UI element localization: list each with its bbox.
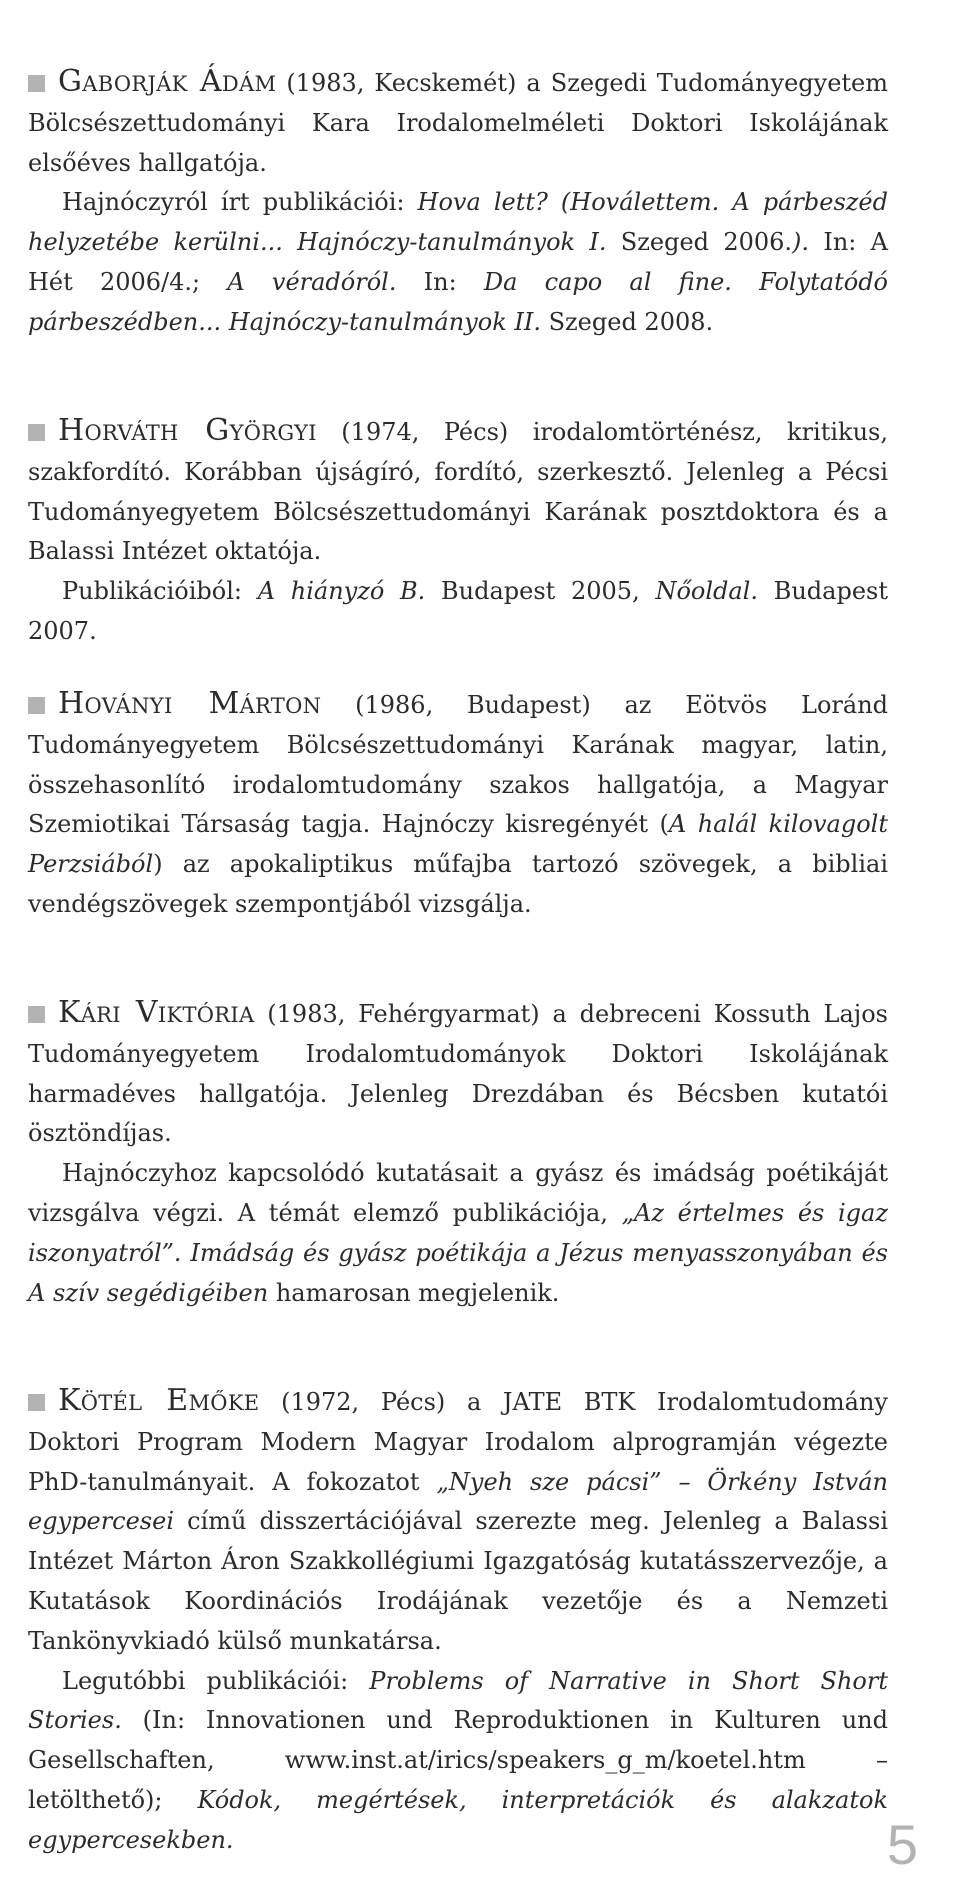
entry-gaborjak <box>28 62 888 343</box>
author-name: Kári Viktória <box>58 995 255 1030</box>
square-bullet-icon <box>28 75 45 92</box>
entry-bio: Gaborják Ádám (1983, Kecskemét) a Szegedi Tudományegyetem Bölcsészettudományi Kara Irodalomelméleti Doktori Iskolájának elsőéves hallgatója. <box>28 64 889 177</box>
entry-kari <box>28 993 888 1313</box>
entry-horvath <box>28 411 888 652</box>
entry-hovanyi <box>28 684 888 925</box>
author-name: Horváth Györgyi <box>58 413 317 448</box>
entry-bio: Horváth Györgyi (1974, Pécs) irodalomtörténész, kritikus, szakfordító. Korábban újságíró, fordító, szerkesztő. Jelenleg a Pécsi Tudományegyetem Bölcsészettudományi Karának posztdoktora és a Balassi Intézet oktatója. <box>28 413 888 566</box>
square-bullet-icon <box>28 424 45 441</box>
entry-bio: Kári Viktória (1983, Fehérgyarmat) a debreceni Kossuth Lajos Tudományegyetem Irodalomtudományok Doktori Iskolájának harmadéves hallgatója. Jelenleg Drezdában és Bécsben kutatói ösztöndíjas. <box>28 995 889 1148</box>
entry-publications: Hajnóczyhoz kapcsolódó kutatásait a gyász és imádság poétikáját vizsgálva végzi. A témát elemző publikációja, „Az értelmes és igaz iszonyatról”. Imádság és gyász poétikája a Jézus menyasszonyában és A szív segédigéiben hamarosan megjelenik. <box>28 1159 888 1307</box>
entry-kotel <box>28 1381 888 1861</box>
entry-publications: Publikációiból: A hiányzó B. Budapest 2005, Nőoldal. Budapest 2007. <box>28 577 889 645</box>
square-bullet-icon <box>28 1006 45 1023</box>
page-number: 5 <box>886 1813 918 1876</box>
entry-bio: Kötél Emőke (1972, Pécs) a JATE BTK Irodalomtudomány Doktori Program Modern Magyar Irodalom alprogramján végezte PhD-tanulmányait. A fokozatot „Nyeh sze pácsi” – Örkény István egypercesei című disszertációjával szerezte meg. Jelenleg a Balassi Intézet Márton Áron Szakkollégiumi Igazgatóság kutatásszervezője, a Kutatások Koordinációs Irodájának vezetője és a Nemzeti Tankönyvkiadó külső munkatársa. <box>28 1383 888 1655</box>
author-name: Hoványi Márton <box>58 686 322 721</box>
entry-publications: Legutóbbi publikációi: Problems of Narrative in Short Short Stories. (In: Innovationen und Reproduktionen in Kulturen und Gesellschaften, www.inst.at/irics/speakers_g_m/koetel.htm – letölthető); Kódok, megértések, interpretációk és alakzatok egypercesekben. <box>28 1666 889 1854</box>
author-name: Gaborják Ádám <box>58 64 277 99</box>
square-bullet-icon <box>28 1394 45 1411</box>
entry-bio: Hoványi Márton (1986, Budapest) az Eötvös Loránd Tudományegyetem Bölcsészettudományi Karának magyar, latin, összehasonlító irodalomtudomány szakos hallgatója, a Magyar Szemiotikai Társaság tagja. Hajnóczy kisregényét (A halál kilovagolt Perzsiából) az apokaliptikus műfajba tartozó szövegek, a bibliai vendégszövegek szempontjából vizsgálja. <box>28 686 889 918</box>
author-name: Kötél Emőke <box>58 1383 260 1418</box>
entry-publications: Hajnóczyról írt publikációi: Hova lett? (Hoválettem. A párbeszéd helyzetébe kerülni... Hajnóczy-tanulmányok I. Szeged 2006.). In: A Hét 2006/4.; A véradóról. In: Da capo al fine. Folytatódó párbeszédben... Hajnóczy-tanulmányok II. Szeged 2008. <box>28 188 889 336</box>
square-bullet-icon <box>28 697 45 714</box>
